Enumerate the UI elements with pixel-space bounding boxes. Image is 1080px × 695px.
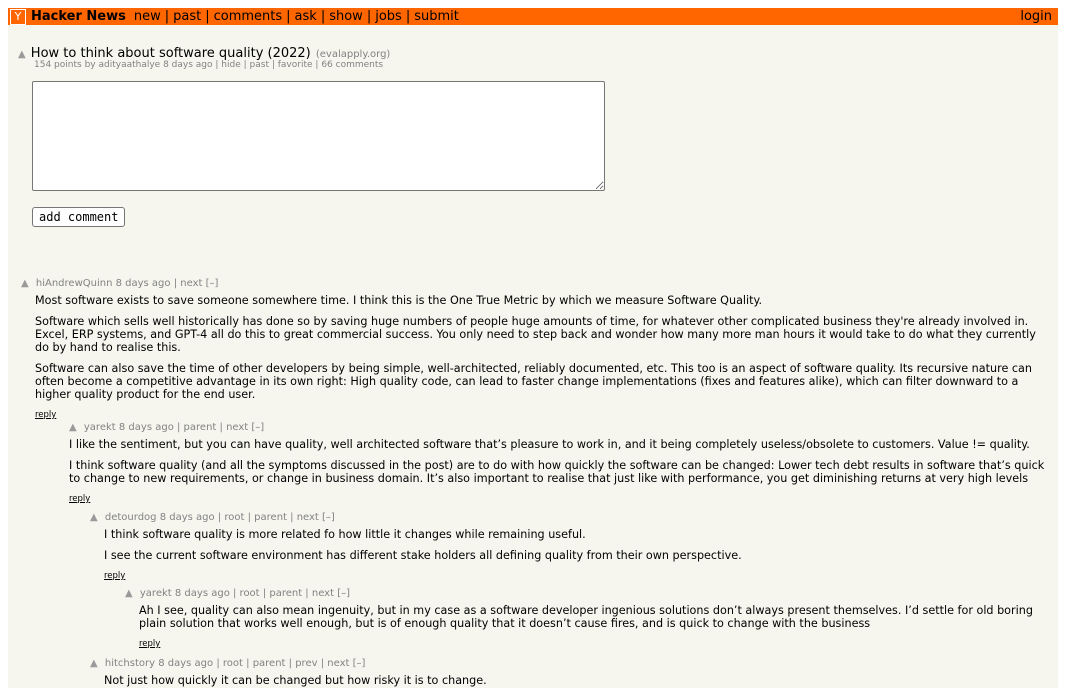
next-link[interactable]: next: [226, 422, 249, 433]
story-age[interactable]: 8 days ago: [163, 60, 213, 70]
next-link[interactable]: next: [180, 278, 203, 289]
y-logo-icon[interactable]: Y: [10, 9, 26, 25]
comment-paragraph: Software which sells well historically has done so by saving huge numbers of people huge amounts of time, for whatever other complicated business they're already involved in. Excel, ERP systems, and GPT-4 all do this to great commercial success. You only need to step back and wonder how many more man hours it would take to do what they currently do by hand to realise this.: [35, 315, 1036, 354]
comment-textarea[interactable]: [32, 81, 605, 191]
comment-user[interactable]: yarekt: [139, 588, 172, 599]
comment-paragraph: I think software quality (and all the symptoms discussed in the post) are to do with how quickly the software can be changed: Lower tech debt results in software that’s quick to change to new requirements, or change in business domain. It’s also important to realise that just like with performance, you get diminishing returns at very high levels: [69, 459, 1045, 485]
collapse-toggle[interactable]: [–]: [205, 278, 219, 289]
next-link[interactable]: next: [311, 588, 335, 599]
story-subline: 154 points by adityaathalye 8 days ago | hide | past | favorite | 66 comments: [34, 60, 384, 70]
collapse-toggle[interactable]: [–]: [352, 658, 366, 669]
comment-paragraph: I see the current software environment has different stake holders all defining quality from their own perspective.: [104, 549, 742, 562]
comment: [90, 512, 1050, 583]
site-title[interactable]: Hacker News: [31, 9, 126, 24]
comment-age[interactable]: 8 days ago: [159, 512, 215, 523]
parent-link[interactable]: parent: [183, 422, 217, 433]
comment-age[interactable]: 8 days ago: [115, 278, 171, 289]
next-link[interactable]: next: [327, 658, 350, 669]
comment: [125, 588, 1045, 651]
page: [8, 8, 1058, 688]
comment-text: [139, 604, 1045, 651]
upvote-icon[interactable]: ▲: [125, 588, 133, 599]
comment-paragraph: Not just how quickly it can be changed but how risky it is to change.: [104, 674, 487, 687]
header-bar: [8, 8, 1058, 25]
prev-link[interactable]: prev: [295, 658, 318, 669]
story-user[interactable]: adityaathalye: [98, 60, 161, 70]
story-title[interactable]: How to think about software quality (2022): [30, 46, 311, 61]
collapse-toggle[interactable]: [–]: [251, 422, 265, 433]
story-title-row: [18, 42, 390, 61]
nav-separator: |: [405, 9, 411, 24]
story-site[interactable]: (evalapply.org): [315, 49, 391, 60]
comment-paragraph: I like the sentiment, but you can have quality, well architected software that’s pleasure to work in, and it being completely useless/obsolete to customers. Value != quality.: [69, 438, 1030, 451]
comment: [69, 422, 1054, 506]
root-link[interactable]: root: [222, 658, 243, 669]
comment-header: ▲ yarekt 8 days ago | parent | next [–]: [69, 422, 265, 433]
comment-header: ▲ hiAndrewQuinn 8 days ago | next [–]: [21, 278, 219, 289]
parent-link[interactable]: parent: [252, 658, 286, 669]
favorite-link[interactable]: favorite: [277, 60, 313, 70]
upvote-icon[interactable]: ▲: [90, 512, 98, 523]
nav-separator: |: [164, 9, 170, 24]
next-link[interactable]: next: [296, 512, 319, 523]
nav-separator: |: [205, 9, 210, 24]
comment-user[interactable]: detourdog: [104, 512, 157, 523]
by-label: by: [84, 60, 96, 70]
collapse-toggle[interactable]: [–]: [322, 512, 335, 523]
nav-submit[interactable]: submit: [414, 9, 459, 24]
comment-text: [104, 528, 1050, 583]
past-link[interactable]: past: [249, 60, 269, 70]
reply-link[interactable]: reply: [69, 494, 91, 504]
nav-new[interactable]: new: [133, 9, 161, 24]
comments-link[interactable]: 66 comments: [321, 60, 384, 70]
reply-link[interactable]: reply: [139, 639, 161, 649]
collapse-toggle[interactable]: [–]: [337, 588, 351, 599]
comment-paragraph: Ah I see, quality can also mean ingenuity, but in my case as a software developer ingenious solutions don’t always present themselves. I’d settle for old boring plain solution that works well enough, but is of enough quality that it doesn’t cause fires, and is quick to change with the business: [139, 604, 1033, 630]
nav-show[interactable]: show: [329, 9, 363, 24]
comment-age[interactable]: 8 days ago: [158, 658, 214, 669]
root-link[interactable]: root: [239, 588, 260, 599]
comment: [90, 658, 1050, 695]
hide-link[interactable]: hide: [221, 60, 241, 70]
upvote-icon[interactable]: ▲: [69, 422, 77, 433]
comment-text: [104, 674, 1050, 687]
comment-age[interactable]: 8 days ago: [118, 422, 174, 433]
login-link[interactable]: login: [1020, 9, 1052, 24]
nav-separator: |: [366, 9, 372, 24]
nav-past[interactable]: past: [173, 9, 202, 24]
comment-user[interactable]: hitchstory: [104, 658, 156, 669]
comment-paragraph: Software can also save the time of other developers by being simple, well-architected, reliably documented, etc. This too is an aspect of software quality. Its recursive nature can often become a competitive advantage in its own right: High quality code, can lead to faster change implementations (fixes and features alike), which can filter downward to a higher quality product for the end user.: [35, 362, 1032, 401]
comment-user[interactable]: yarekt: [83, 422, 116, 433]
nav-comments[interactable]: comments: [213, 9, 283, 24]
comment-header: ▲ hitchstory 8 days ago | root | parent | prev | next [–]: [90, 658, 366, 669]
reply-link[interactable]: reply: [104, 571, 126, 581]
reply-link[interactable]: reply: [35, 410, 57, 420]
comment: [21, 278, 1051, 422]
comment-age[interactable]: 8 days ago: [174, 588, 230, 599]
comment-paragraph: I think software quality is more related fo how little it changes while remaining useful.: [104, 528, 586, 541]
parent-link[interactable]: parent: [269, 588, 303, 599]
nav-jobs[interactable]: jobs: [375, 9, 402, 24]
nav-ask[interactable]: ask: [294, 9, 317, 24]
add-comment-button[interactable]: add comment: [32, 207, 125, 227]
comment-text: [35, 294, 1051, 422]
story-points: 154 points: [34, 60, 82, 70]
nav-separator: |: [286, 9, 291, 24]
comment-user[interactable]: hiAndrewQuinn: [35, 278, 113, 289]
comment-paragraph: Most software exists to save someone somewhere time. I think this is the One True Metric by which we measure Software Quality.: [35, 294, 763, 307]
comment-header: ▲ yarekt 8 days ago | root | parent | next [–]: [125, 588, 351, 599]
root-link[interactable]: root: [224, 512, 245, 523]
upvote-icon[interactable]: ▲: [18, 49, 26, 60]
parent-link[interactable]: parent: [254, 512, 287, 523]
upvote-icon[interactable]: ▲: [21, 278, 29, 289]
upvote-icon[interactable]: ▲: [90, 658, 98, 669]
nav-separator: |: [320, 9, 326, 24]
comment-text: [69, 438, 1054, 506]
comment-header: ▲ detourdog 8 days ago | root | parent | next [–]: [90, 512, 335, 523]
